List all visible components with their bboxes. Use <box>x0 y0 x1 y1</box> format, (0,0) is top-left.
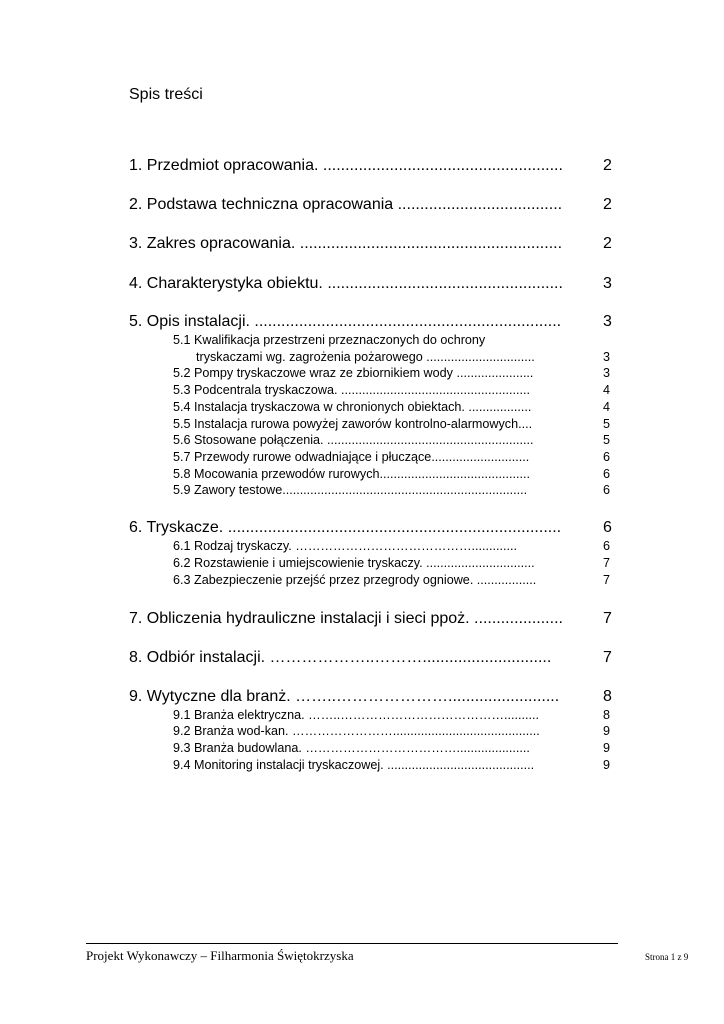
toc-entry-text: 9. Wytyczne dla branż. ……..…………………......................... <box>129 688 560 705</box>
toc-entry-page: 9 <box>603 758 611 772</box>
toc-entry-text: 6. Tryskacze. ........................................................................... <box>129 519 562 536</box>
toc-entry-page: 3 <box>603 275 612 292</box>
toc-entry-page: 5 <box>603 417 611 431</box>
footer-project-title: Projekt Wykonawczy – Filharmonia Świętokrzyska <box>86 948 354 963</box>
toc-entry-text: 9.2 Branża wod-kan. …………………….......................................... <box>173 724 540 738</box>
toc-entry-text: 3. Zakres opracowania. ........................................................... <box>129 235 563 252</box>
toc-entry-page: 2 <box>603 235 612 252</box>
toc-entry-page: 7 <box>603 649 612 666</box>
toc-entry-page: 7 <box>603 610 612 627</box>
toc-entry-page: 6 <box>603 467 611 481</box>
toc-entry-text: 5.1 Kwalifikacja przestrzeni przeznaczonych do ochrony <box>173 333 486 347</box>
toc-entry-text: 5.6 Stosowane połączenia. ........................................................... <box>173 433 534 447</box>
toc-entry-text: 5.8 Mocowania przewodów rurowych........................................... <box>173 467 530 481</box>
toc-entry-text: 5.3 Podcentrala tryskaczowa. ...................................................... <box>173 383 530 397</box>
footer-page-number: Strona 1 z 9 <box>645 952 689 962</box>
toc-entry-text: 6.1 Rodzaj tryskaczy. ……………………………………............. <box>173 539 518 553</box>
page-title: Spis treści <box>129 86 203 103</box>
toc-entry-page: 8 <box>603 708 611 722</box>
toc-entry-page: 9 <box>603 724 611 738</box>
toc-entry-text: 4. Charakterystyka obiektu. ..................................................... <box>129 275 563 292</box>
toc-entry-text: 5.4 Instalacja tryskaczowa w chronionych obiektach. .................. <box>173 400 532 414</box>
toc-entry-page: 4 <box>603 383 611 397</box>
toc-entry-text: 5.7 Przewody rurowe odwadniające i płuczące............................ <box>173 450 530 464</box>
toc-entry-text: tryskaczami wg. zagrożenia pożarowego ............................... <box>196 350 535 364</box>
footer-divider <box>86 943 618 944</box>
toc-entry-text: 1. Przedmiot opracowania. ...................................................... <box>129 157 563 174</box>
toc-entry-page: 2 <box>603 196 612 213</box>
toc-entry-page: 2 <box>603 157 612 174</box>
toc-entry-page: 6 <box>603 539 611 553</box>
toc-entry-text: 7. Obliczenia hydrauliczne instalacji i sieci ppoż. .................... <box>129 610 563 627</box>
toc-entry-page: 3 <box>603 366 611 380</box>
toc-entry-page: 3 <box>603 350 611 364</box>
toc-entry-text: 6.3 Zabezpieczenie przejść przez przegrody ogniowe. ................. <box>173 573 537 587</box>
toc-entry-text: 9.1 Branża elektryczna. ……..………………………………….......... <box>173 708 539 722</box>
toc-entry-text: 8. Odbiór instalacji. ………………..………............................. <box>129 649 552 666</box>
toc-entry-page: 8 <box>603 688 612 705</box>
toc-entry-text: 6.2 Rozstawienie i umiejscowienie tryskaczy. ............................... <box>173 556 535 570</box>
toc-entry-text: 5. Opis instalacji. ..................................................................... <box>129 313 562 330</box>
toc-entry-text: 5.5 Instalacja rurowa powyżej zaworów kontrolno-alarmowych.... <box>173 417 533 431</box>
toc-entry-page: 7 <box>603 556 611 570</box>
toc-entry-page: 6 <box>603 450 611 464</box>
toc-entry-page: 7 <box>603 573 611 587</box>
toc-entry-page: 6 <box>603 483 611 497</box>
toc-entry-text: 5.9 Zawory testowe...................................................................... <box>173 483 528 497</box>
toc-entry-text: 9.3 Branża budowlana. ………………………………..................... <box>173 741 530 755</box>
toc-entry-text: 2. Podstawa techniczna opracowania ..................................... <box>129 196 563 213</box>
toc-entry-page: 3 <box>603 313 612 330</box>
toc-entry-page: 5 <box>603 433 611 447</box>
toc-entry-page: 9 <box>603 741 611 755</box>
toc-entry-text: 5.2 Pompy tryskaczowe wraz ze zbiornikiem wody ...................... <box>173 366 534 380</box>
toc-entry-page: 6 <box>603 519 612 536</box>
toc-entry-text: 9.4 Monitoring instalacji tryskaczowej. .......................................... <box>173 758 535 772</box>
toc-entry-page: 4 <box>603 400 611 414</box>
